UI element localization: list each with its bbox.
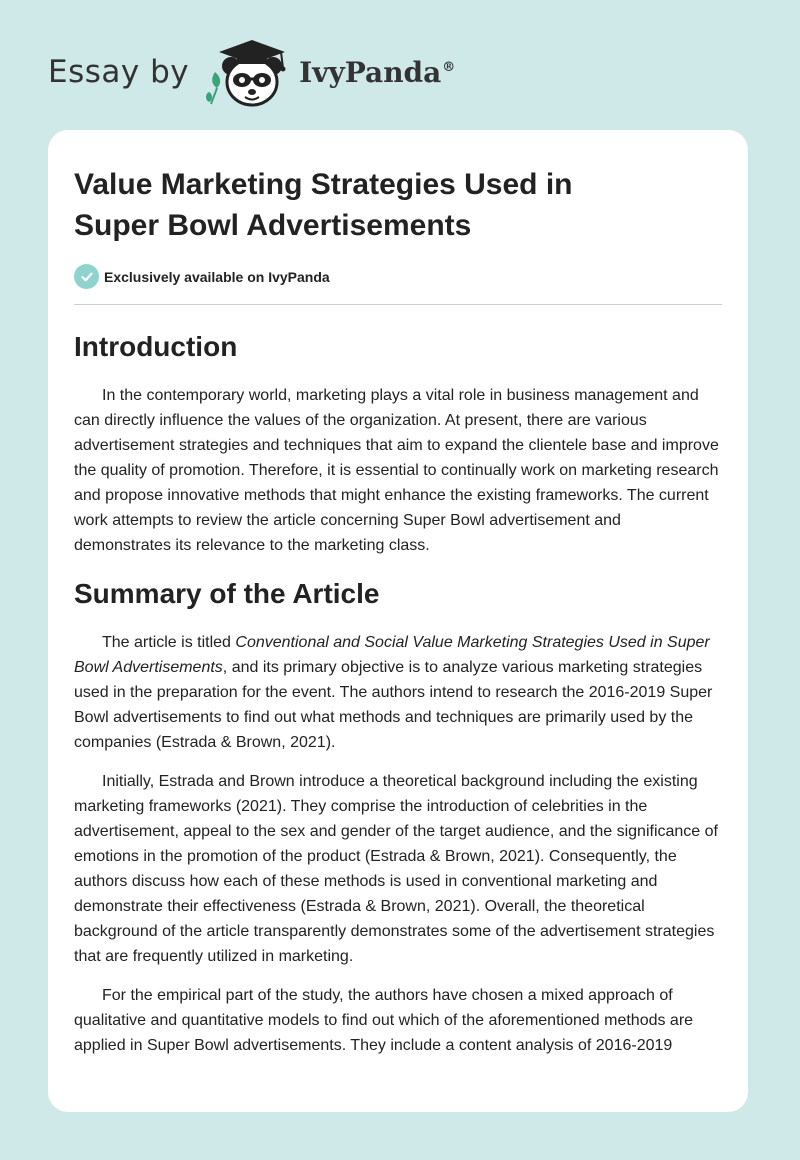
summary-section	[74, 576, 722, 1058]
exclusive-badge	[74, 264, 722, 289]
paragraph: In the contemporary world, marketing plays a vital role in business management and can directly influence the values of the organization. At present, there are various advertisement strategies and techniques that aim to expand the clientele base and improve the quality of promotion. Therefore, it is essential to continually work on marketing research and propose innovative methods that might enhance the existing frameworks. The current work attempts to review the article concerning Super Bowl advertisement and demonstrates its relevance to the marketing class.	[74, 387, 719, 554]
panda-logo-icon	[201, 34, 297, 110]
check-circle-icon	[74, 264, 99, 289]
ivypanda-wordmark: IvyPanda®	[299, 55, 456, 89]
essay-title-line1: Value Marketing Strategies Used in	[74, 168, 573, 201]
paragraph: The article is titled Conventional and Social Value Marketing Strategies Used in Super Bowl Advertisements, and its primary objective is to analyze various marketing strategies used in the preparation for the event. The authors intend to research the 2016-2019 Super Bowl advertisements to find out what methods and techniques are primarily used by the companies (Estrada & Brown, 2021).	[74, 634, 713, 751]
section-heading: Introduction	[74, 331, 238, 362]
title-divider	[74, 304, 722, 305]
paragraph: For the empirical part of the study, the authors have chosen a mixed approach of qualitative and quantitative models to find out which of the aforementioned methods are applied in Super Bowl advertisements. They include a content analysis of 2016-2019	[74, 987, 694, 1054]
introduction-section	[74, 329, 722, 558]
essay-card	[48, 130, 748, 1112]
article-title-italic: Conventional and Social Value Marketing Strategies Used in Super Bowl Advertisements	[74, 634, 710, 676]
ivypanda-brand-header[interactable]	[48, 34, 455, 110]
essay-title	[74, 164, 722, 246]
essay-by-label: Essay by	[48, 54, 190, 90]
exclusive-badge-label: Exclusively available on IvyPanda	[104, 268, 330, 285]
paragraph: Initially, Estrada and Brown introduce a theoretical background including the existing marketing frameworks (2021). They comprise the introduction of celebrities in the advertisement, appeal to the sex and gender of the target audience, and the significance of emotions in the promotion of the product (Estrada & Brown, 2021). Consequently, the authors discuss how each of these methods is used in conventional marketing and demonstrate their effectiveness (Estrada & Brown, 2021). Overall, the theoretical background of the article transparently demonstrates some of the advertisement strategies that are frequently utilized in marketing.	[74, 773, 718, 965]
essay-title-line2: Super Bowl Advertisements	[74, 209, 472, 242]
section-heading: Summary of the Article	[74, 578, 380, 609]
